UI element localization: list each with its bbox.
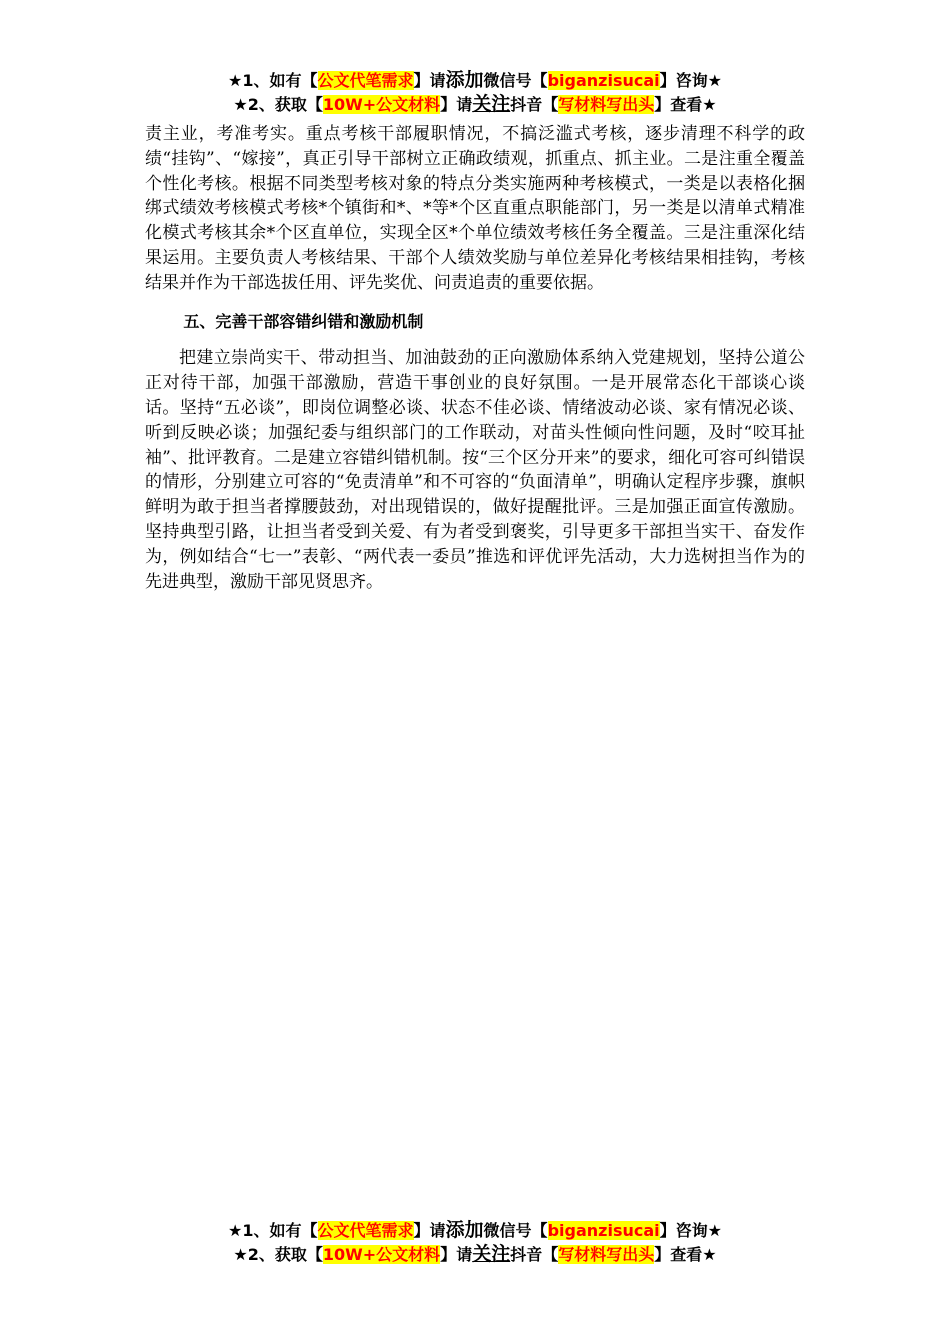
douyin-highlight: 写材料写出头 xyxy=(558,95,655,114)
banner-text: 微信号【 xyxy=(483,71,548,90)
banner-text: 】请 xyxy=(413,1221,446,1240)
banner-text: ★1、如有【 xyxy=(228,71,318,90)
banner-line-1 xyxy=(0,68,950,92)
section-heading-5: 五、完善干部容错纠错和激励机制 xyxy=(183,311,424,331)
add-emphasis: 添加 xyxy=(445,1219,484,1241)
ghostwriting-highlight: 公文代笔需求 xyxy=(317,1221,414,1240)
banner-text: 】咨询★ xyxy=(659,71,722,90)
banner-text: 】查看★ xyxy=(654,1245,717,1264)
follow-emphasis: 关注 xyxy=(472,93,511,115)
materials-highlight: 10W+公文材料 xyxy=(322,1245,441,1264)
banner-text: ★2、获取【 xyxy=(233,95,323,114)
banner-text: 】请 xyxy=(440,95,473,114)
wechat-id-highlight: biganzisucai xyxy=(547,1221,660,1240)
banner-line-2 xyxy=(0,1242,950,1266)
banner-text: 微信号【 xyxy=(483,1221,548,1240)
paragraph-continued: 责主业，考准考实。重点考核干部履职情况，不搞泛滥式考核，逐步清理不科学的政绩“挂钩”、“嫁接”，真正引导干部树立正确政绩观，抓重点、抓主业。二是注重全覆盖个性化考核。根据不同类型考核对象的特点分类实施两种考核模式，一类是以表格化捆绑式绩效考核模式考核*个镇街和*、*等*个区直重点职能部门，另一类是以清单式精准化模式考核其余*个区直单位，实现全区*个单位绩效考核任务全覆盖。三是注重深化结果运用。主要负责人考核结果、干部个人绩效奖励与单位差异化考核结果相挂钩，考核结果并作为干部选拔任用、评先奖优、问责追责的重要依据。 xyxy=(145,124,805,293)
banner-text: 】查看★ xyxy=(654,95,717,114)
banner-text: 】咨询★ xyxy=(659,1221,722,1240)
footer-banner xyxy=(0,1218,950,1266)
banner-text: 】请 xyxy=(413,71,446,90)
douyin-highlight: 写材料写出头 xyxy=(558,1245,655,1264)
banner-line-1 xyxy=(0,1218,950,1242)
paragraph-incentive: 把建立崇尚实干、带动担当、加油鼓劲的正向激励体系纳入党建规划，坚持公道公正对待干部，加强干部激励，营造干事创业的良好氛围。一是开展常态化干部谈心谈话。坚持“五必谈”，即岗位调整必谈、状态不佳必谈、情绪波动必谈、家有情况必谈、听到反映必谈；加强纪委与组织部门的工作联动，对苗头性倾向性问题，及时“咬耳扯袖”、批评教育。二是建立容错纠错机制。按“三个区分开来”的要求，细化可容可纠错误的情形，分别建立可容的“免责清单”和不可容的“负面清单”，明确认定程序步骤，旗帜鲜明为敢于担当者撑腰鼓劲，对出现错误的，做好提醒批评。三是加强正面宣传激励。坚持典型引路，让担当者受到关爱、有为者受到褒奖，引导更多干部担当实干、奋发作为，例如结合“七一”表彰、“两代表一委员”推选和评优评先活动，大力选树担当作为的先进典型，激励干部见贤思齐。 xyxy=(145,348,805,592)
banner-text: 抖音【 xyxy=(510,95,559,114)
banner-text: 】请 xyxy=(440,1245,473,1264)
wechat-id-highlight: biganzisucai xyxy=(547,71,660,90)
materials-highlight: 10W+公文材料 xyxy=(322,95,441,114)
ghostwriting-highlight: 公文代笔需求 xyxy=(317,71,414,90)
banner-text: ★1、如有【 xyxy=(228,1221,318,1240)
document-body xyxy=(145,122,805,594)
banner-text: ★2、获取【 xyxy=(233,1245,323,1264)
header-banner xyxy=(0,68,950,116)
banner-line-2 xyxy=(0,92,950,116)
add-emphasis: 添加 xyxy=(445,69,484,91)
follow-emphasis: 关注 xyxy=(472,1243,511,1265)
banner-text: 抖音【 xyxy=(510,1245,559,1264)
